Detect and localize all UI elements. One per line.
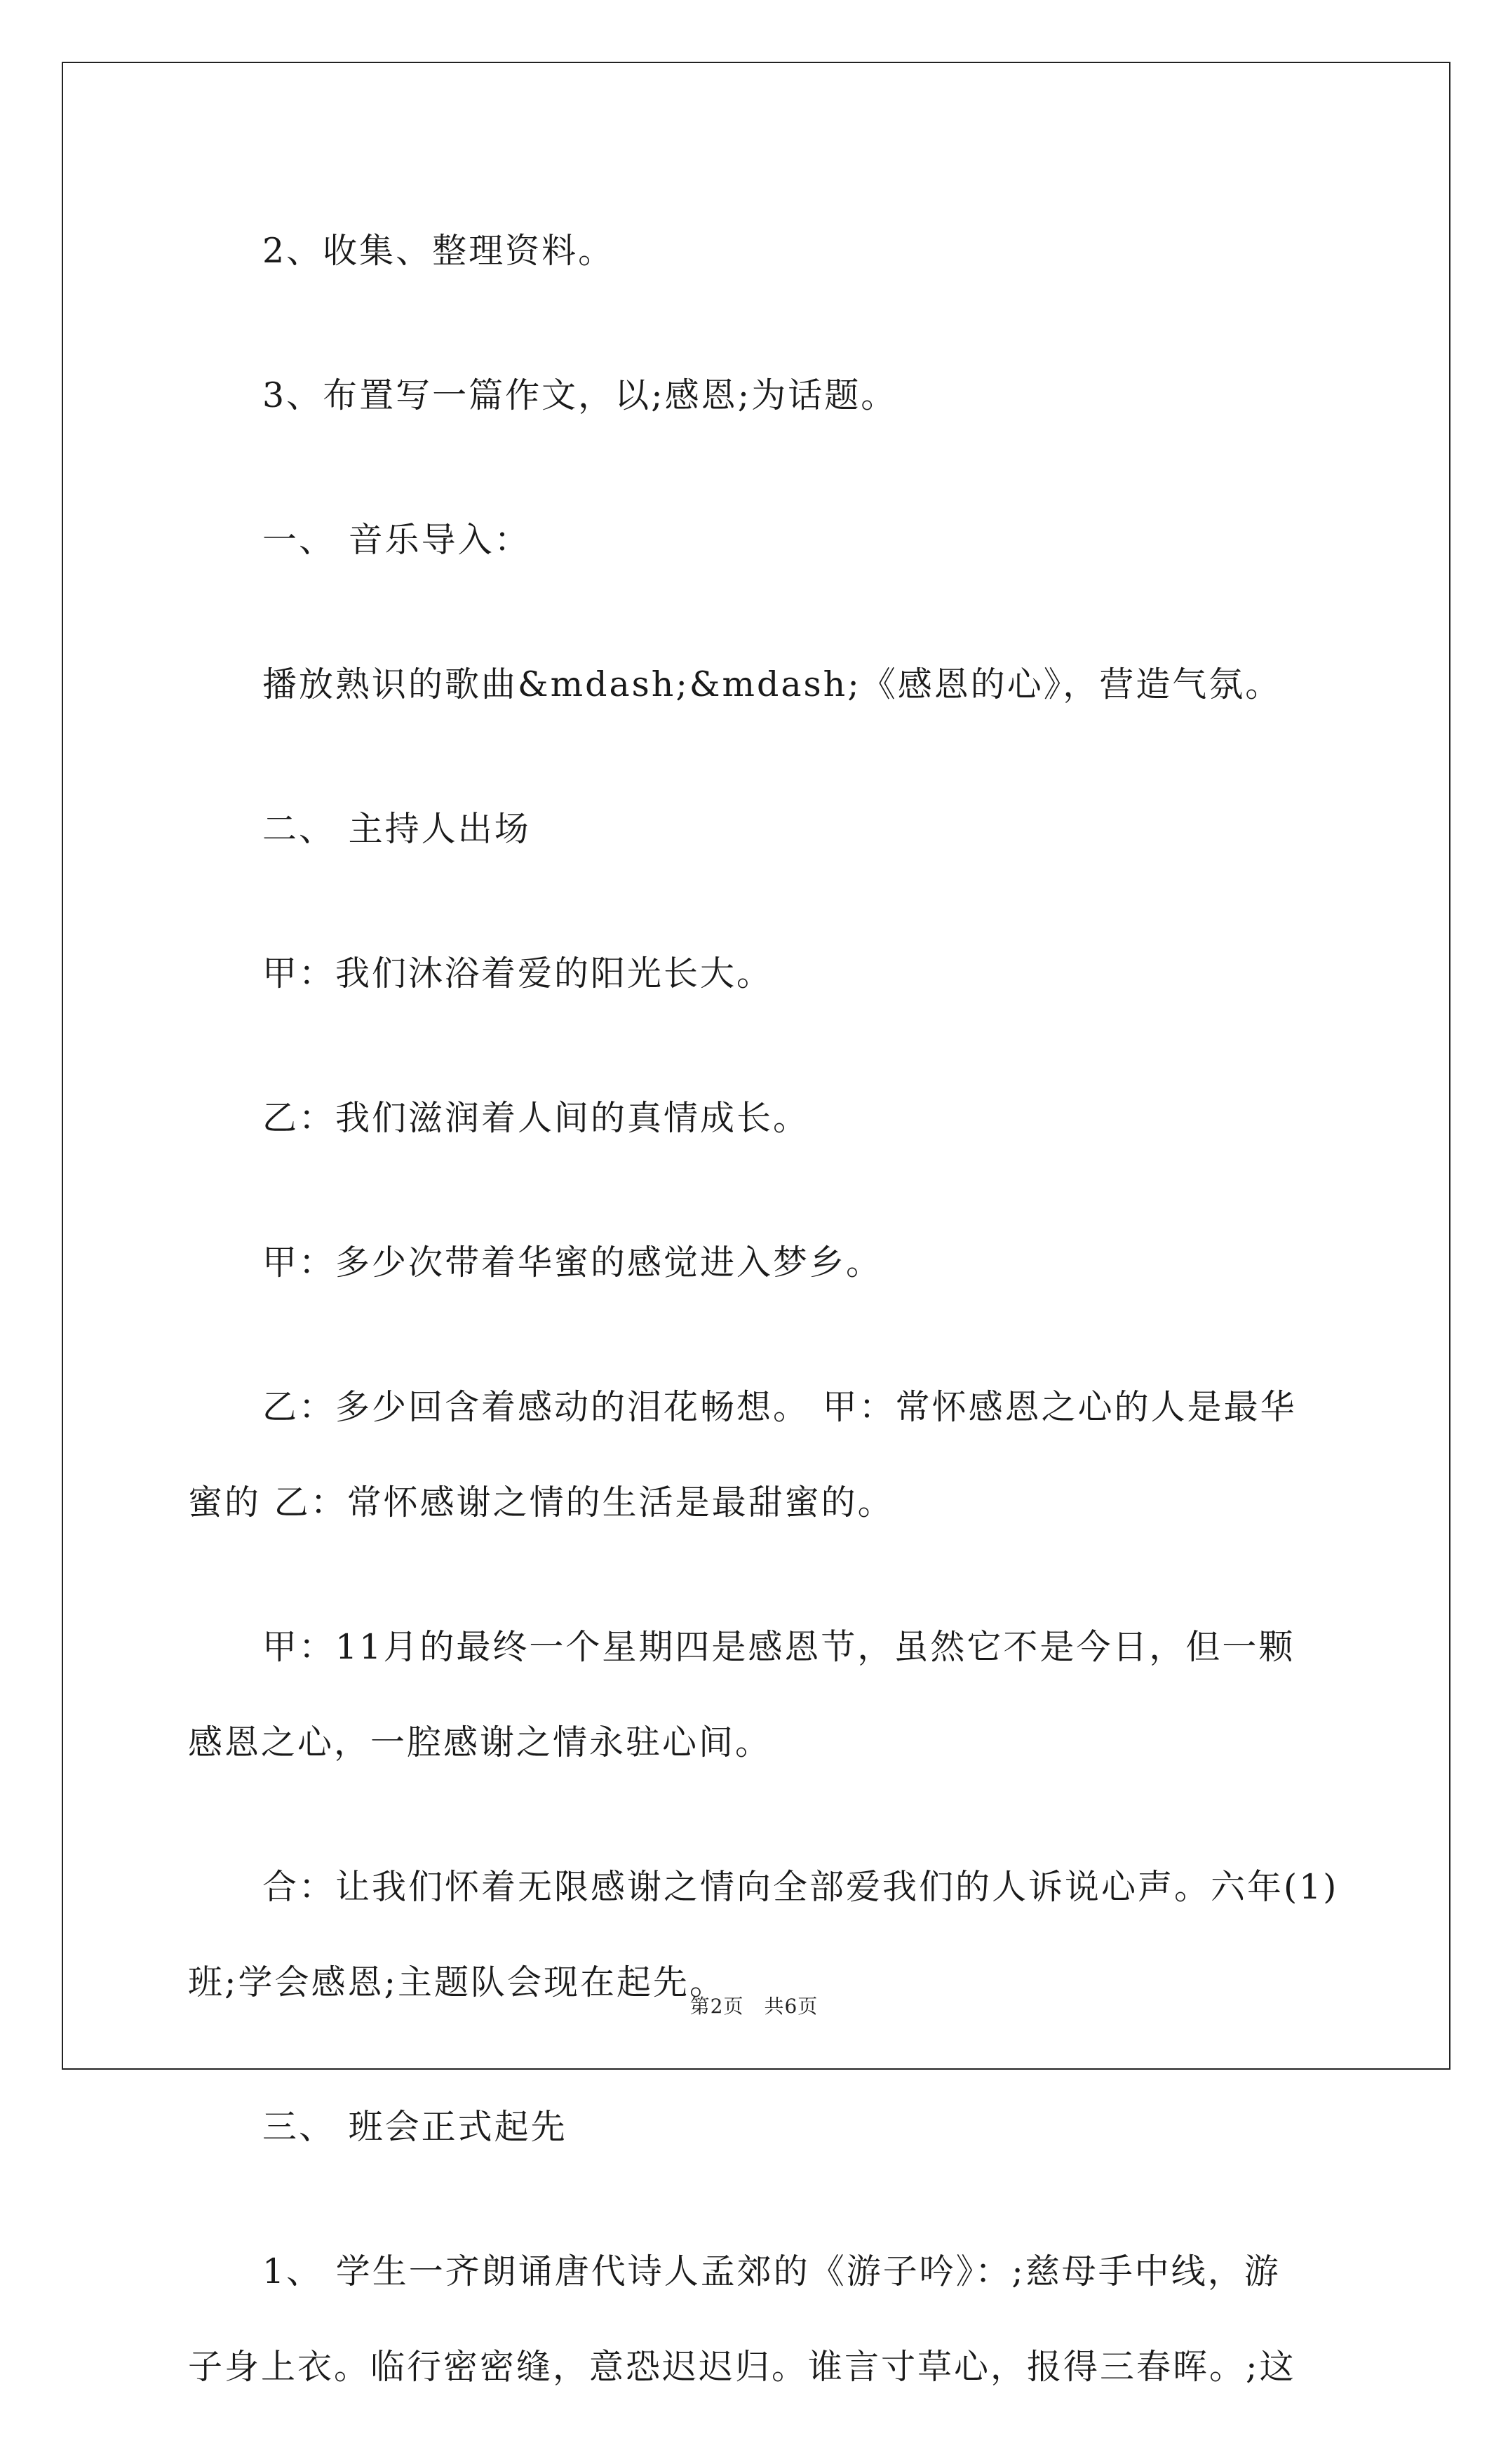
paragraph-poem-recital [188, 2224, 1331, 2415]
dialogue-line-together-part1: 合：让我们怀着无限感谢之情向全部爱我们的人诉说心声。六年(1) [262, 1867, 1339, 1907]
paragraph-essay-assignment: 3、布置写一篇作文，以;感恩;为话题。 [262, 375, 898, 415]
dialogue-line-a2: 甲：多少次带着华蜜的感觉进入梦乡。 [262, 1243, 883, 1283]
paragraph-play-song: 播放熟识的歌曲&mdash;&mdash;《感恩的心》，营造气氛。 [262, 664, 1282, 704]
dialogue-line-b2 [188, 1360, 1331, 1551]
paragraph-collect-materials: 2、收集、整理资料。 [262, 231, 615, 271]
dialogue-line-b2-part1: 乙：多少回含着感动的泪花畅想。 甲：常怀感恩之心的人是最华 [262, 1387, 1297, 1427]
page-number-footer: 第2页 共6页 [689, 1995, 819, 2018]
heading-host-entrance: 二、 主持人出场 [262, 809, 531, 849]
paragraph-poem-recital-part2: 子身上衣。临行密密缝，意恐迟迟归。谁言寸草心，报得三春晖。;这 [188, 2347, 1296, 2387]
heading-music-intro: 一、 音乐导入： [262, 520, 531, 560]
dialogue-line-a3 [188, 1600, 1331, 1790]
dialogue-line-b2-part2: 蜜的 乙：常怀感谢之情的生活是最甜蜜的。 [188, 1482, 894, 1522]
dialogue-line-a3-part1: 甲：11月的最终一个星期四是感恩节，虽然它不是今日，但一颗 [262, 1627, 1295, 1667]
dialogue-line-a1: 甲：我们沐浴着爱的阳光长大。 [262, 953, 774, 993]
dialogue-line-together-part2: 班;学会感恩;主题队会现在起先。 [188, 1962, 727, 2002]
paragraph-poem-recital-part1: 1、 学生一齐朗诵唐代诗人孟郊的《游子吟》：;慈母手中线，游 [262, 2251, 1281, 2291]
document-body [188, 203, 1339, 2464]
heading-class-meeting-start: 三、 班会正式起先 [262, 2107, 567, 2147]
dialogue-line-a3-part2: 感恩之心，一腔感谢之情永驻心间。 [188, 1722, 772, 1762]
dialogue-line-b1: 乙：我们滋润着人间的真情成长。 [262, 1098, 810, 1138]
